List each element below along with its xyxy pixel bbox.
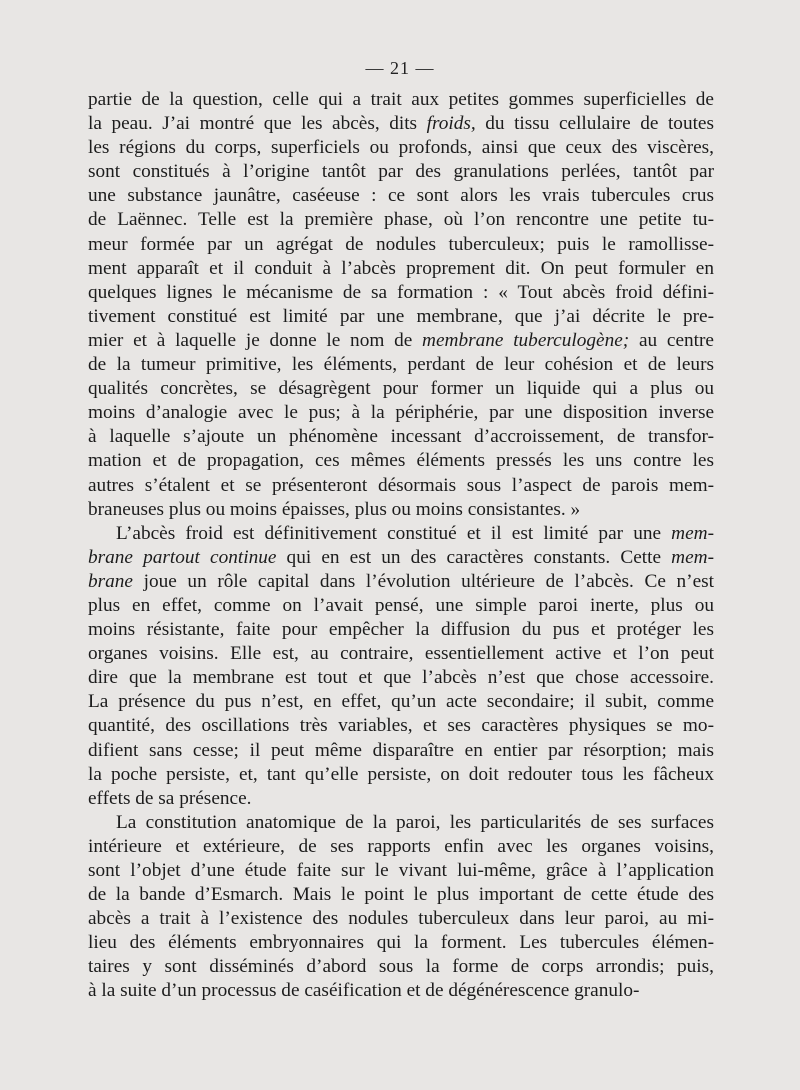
text-line bbox=[88, 594, 714, 618]
text-line bbox=[88, 498, 714, 522]
text-span: tivement constitué est limité par une membrane, que j’ai décrite le pre- bbox=[88, 305, 714, 327]
text-line bbox=[88, 377, 714, 401]
text-line bbox=[88, 184, 714, 208]
text-line bbox=[88, 208, 714, 232]
text-span: dire que la membrane est tout et que l’abcès n’est que chose accessoire. bbox=[88, 667, 714, 689]
text-span: au centre bbox=[629, 329, 714, 351]
text-span: de la bande d’Esmarch. Mais le point le plus important de cette étude des bbox=[88, 884, 714, 906]
text-span: abcès a trait à l’existence des nodules tuberculeux dans leur paroi, au mi- bbox=[88, 908, 714, 930]
text-line bbox=[88, 666, 714, 690]
text-line bbox=[88, 233, 714, 257]
text-line bbox=[88, 449, 714, 473]
text-span: du tissu cellulaire de toutes bbox=[475, 113, 714, 135]
italic-text: membrane tuberculogène; bbox=[422, 329, 630, 351]
text-line bbox=[88, 859, 714, 883]
text-span: quelques lignes le mécanisme de sa formation : « Tout abcès froid défini- bbox=[88, 281, 714, 303]
text-line bbox=[88, 763, 714, 787]
text-span: sont l’objet d’une étude faite sur le vivant lui-même, grâce à l’application bbox=[88, 860, 714, 881]
text-span: partie de la question, celle qui a trait aux petites gommes superficielles de bbox=[88, 89, 714, 110]
text-span: ment apparaît et il conduit à l’abcès proprement dit. On peut formuler en bbox=[88, 257, 714, 279]
text-span: à la suite d’un processus de caséification et de dégénérescence granulo- bbox=[88, 980, 640, 1002]
text-span: la peau. J’ai montré que les abcès, dits bbox=[88, 113, 427, 135]
text-span: La présence du pus n’est, en effet, qu’un acte secondaire; il subit, comme bbox=[88, 691, 714, 713]
text-span: qualités concrètes, se désagrègent pour former un liquide qui a plus ou bbox=[88, 378, 714, 400]
text-line bbox=[88, 883, 714, 907]
text-line bbox=[88, 136, 714, 160]
text-span: taires y sont disséminés d’abord sous la forme de corps arrondis; puis, bbox=[88, 956, 714, 978]
text-line bbox=[88, 907, 714, 931]
text-span: plus en effet, comme on l’avait pensé, une simple paroi inerte, plus ou bbox=[88, 594, 714, 616]
text-line bbox=[88, 739, 714, 763]
text-span: qui en est un des caractères constants. Cette bbox=[276, 546, 672, 568]
text-line bbox=[88, 329, 714, 353]
text-line bbox=[88, 835, 714, 859]
text-line bbox=[88, 257, 714, 281]
text-span: une substance jaunâtre, caséeuse : ce sont alors les vrais tubercules crus bbox=[88, 185, 714, 207]
text-line bbox=[88, 474, 714, 498]
text-span: braneuses plus ou moins épaisses, plus ou moins consistantes. » bbox=[88, 498, 581, 520]
text-line bbox=[88, 642, 714, 666]
page-number: — 21 — bbox=[365, 58, 435, 78]
text-span: joue un rôle capital dans l’évolution ultérieure de l’abcès. Ce n’est bbox=[132, 570, 714, 592]
italic-text: mem- bbox=[671, 522, 714, 544]
italic-text: brane partout continue bbox=[88, 546, 277, 568]
text-line bbox=[88, 401, 714, 425]
text-span: lieu des éléments embryonnaires qui la forment. Les tubercules élémen- bbox=[88, 932, 714, 954]
text-span: organes voisins. Elle est, au contraire, essentiellement active et l’on peut bbox=[88, 643, 714, 665]
text-line bbox=[88, 979, 714, 1003]
italic-text: froids, bbox=[426, 113, 476, 135]
text-span: L’abcès froid est définitivement constitué et il est limité par une bbox=[116, 522, 672, 544]
text-span: moins d’analogie avec le pus; à la périphérie, par une disposition inverse bbox=[88, 402, 714, 424]
text-line bbox=[88, 522, 714, 546]
text-line bbox=[88, 811, 714, 835]
text-span: la poche persiste, et, tant qu’elle persiste, on doit redouter tous les fâcheux bbox=[88, 763, 714, 785]
text-line bbox=[88, 931, 714, 955]
text-line bbox=[88, 353, 714, 377]
text-span: les régions du corps, superficiels ou profonds, ainsi que ceux des viscères, bbox=[88, 137, 714, 159]
text-line bbox=[88, 305, 714, 329]
text-span: intérieure et extérieure, de ses rapports enfin avec les organes voisins, bbox=[88, 835, 714, 857]
text-line bbox=[88, 955, 714, 979]
text-span: effets de sa présence. bbox=[88, 787, 252, 809]
text-line bbox=[88, 690, 714, 714]
text-line bbox=[88, 618, 714, 642]
text-span: difient sans cesse; il peut même disparaître en entier par résorption; mais bbox=[88, 739, 714, 761]
text-span: meur formée par un agrégat de nodules tuberculeux; puis le ramollisse- bbox=[88, 233, 714, 255]
italic-text: brane bbox=[88, 570, 133, 592]
text-span: mier et à laquelle je donne le nom de bbox=[88, 329, 423, 351]
text-span: de Laënnec. Telle est la première phase, où l’on rencontre une petite tu- bbox=[88, 209, 714, 231]
text-span: de la tumeur primitive, les éléments, perdant de leur cohésion et de leurs bbox=[88, 354, 714, 376]
text-span: La constitution anatomique de la paroi, les particularités de ses surfaces bbox=[116, 811, 714, 833]
text-line bbox=[88, 281, 714, 305]
text-line bbox=[88, 425, 714, 449]
text-line bbox=[88, 570, 714, 594]
text-line bbox=[88, 88, 714, 112]
italic-text: mem- bbox=[671, 546, 714, 568]
text-span: autres s’étalent et se présenteront désormais sous l’aspect de parois mem- bbox=[88, 474, 714, 496]
text-span: quantité, des oscillations très variables, et ses caractères physiques se mo- bbox=[88, 715, 714, 737]
text-line bbox=[88, 160, 714, 184]
text-span: moins résistante, faite pour empêcher la diffusion du pus et protéger les bbox=[88, 619, 714, 641]
text-line bbox=[88, 787, 714, 811]
text-span: mation et de propagation, ces mêmes éléments pressés les uns contre les bbox=[88, 450, 714, 472]
text-span: à laquelle s’ajoute un phénomène incessant d’accroissement, de transfor- bbox=[88, 426, 714, 448]
text-line bbox=[88, 112, 714, 136]
text-line bbox=[88, 714, 714, 738]
text-line bbox=[88, 546, 714, 570]
body-text bbox=[88, 88, 714, 1004]
text-span: sont constitués à l’origine tantôt par des granulations perlées, tantôt par bbox=[88, 161, 714, 183]
